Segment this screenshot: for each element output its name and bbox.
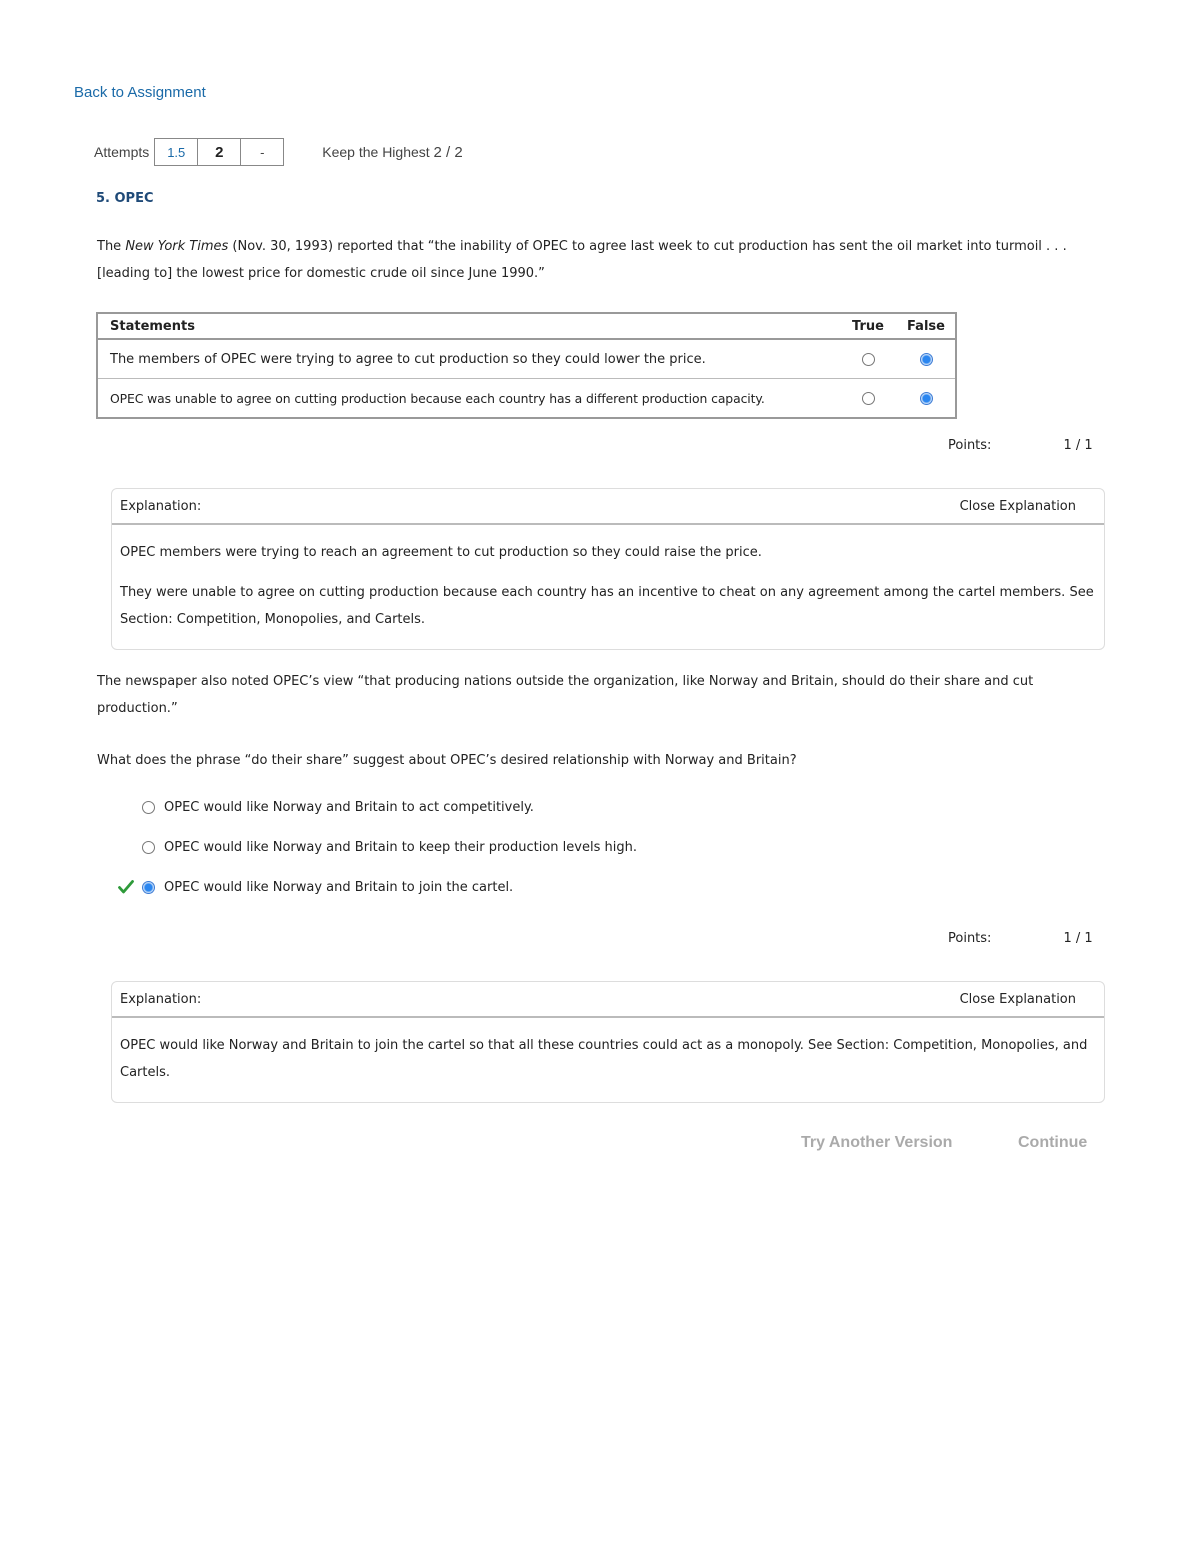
statement-text: The members of OPEC were trying to agree to cut production so they could lower the price. bbox=[97, 339, 839, 379]
choice-option[interactable] bbox=[118, 837, 637, 857]
explanation-paragraph: OPEC would like Norway and Britain to join the cartel so that all these countries could act as a monopoly. See Section: Competition, Monopolies, and Cartels. bbox=[120, 1038, 1088, 1080]
explanation-panel-1 bbox=[111, 488, 1105, 650]
check-slot bbox=[118, 837, 142, 857]
question-intro bbox=[97, 233, 1117, 287]
continue-button[interactable]: Continue bbox=[1018, 1134, 1088, 1151]
false-cell bbox=[897, 379, 956, 419]
explanation-label: Explanation: bbox=[120, 498, 202, 514]
points-label: Points: bbox=[948, 931, 992, 946]
choice-radio[interactable] bbox=[142, 801, 155, 814]
explanation-paragraph: OPEC members were trying to reach an agreement to cut production so they could raise the price. bbox=[120, 545, 762, 560]
check-slot bbox=[118, 797, 142, 817]
false-radio[interactable] bbox=[920, 353, 933, 366]
keep-highest-score: 2 / 2 bbox=[433, 143, 463, 161]
true-radio[interactable] bbox=[862, 392, 875, 405]
statements-header-row bbox=[97, 313, 956, 339]
true-cell bbox=[839, 379, 897, 419]
points-part-1 bbox=[948, 438, 1093, 453]
close-explanation-button[interactable]: Close Explanation bbox=[959, 991, 1076, 1007]
check-slot bbox=[118, 877, 142, 897]
choice-option[interactable] bbox=[118, 877, 513, 897]
explanation-panel-2 bbox=[111, 981, 1105, 1103]
table-row bbox=[97, 379, 956, 419]
try-another-version-button[interactable]: Try Another Version bbox=[801, 1134, 953, 1151]
attempt-2-box: 2 bbox=[197, 138, 241, 166]
explanation-body bbox=[112, 1018, 1104, 1102]
followup-text: The newspaper also noted OPEC’s view “that producing nations outside the organization, like Norway and Britain, should do their share and cut production.” bbox=[97, 674, 1034, 716]
intro-post: (Nov. 30, 1993) reported that “the inability of OPEC to agree last week to cut production has sent the oil market into turmoil . . . [leading to] the lowest price for domestic crude oil since June 1990.” bbox=[97, 239, 1067, 281]
choice-option[interactable] bbox=[118, 797, 534, 817]
statements-table bbox=[96, 312, 957, 419]
keep-highest-label: Keep the Highest bbox=[322, 143, 430, 160]
choice-radio[interactable] bbox=[142, 881, 155, 894]
explanation-body bbox=[112, 525, 1104, 649]
close-explanation-button[interactable]: Close Explanation bbox=[959, 498, 1076, 514]
back-to-assignment-link[interactable]: Back to Assignment bbox=[74, 84, 206, 101]
attempts-label: Attempts bbox=[94, 144, 150, 160]
explanation-header bbox=[112, 982, 1104, 1018]
choice-radio[interactable] bbox=[142, 841, 155, 854]
statement-text: OPEC was unable to agree on cutting production because each country has a different production capacity. bbox=[97, 379, 839, 419]
true-cell bbox=[839, 339, 897, 379]
points-part-2 bbox=[948, 931, 1093, 946]
false-radio[interactable] bbox=[920, 392, 933, 405]
explanation-paragraph: They were unable to agree on cutting production because each country has an incentive to cheat on any agreement among the cartel members. See Section: Competition, Monopolies, and Cartels. bbox=[120, 585, 1094, 627]
points-value: 1 / 1 bbox=[1063, 438, 1093, 453]
question-title: 5. OPEC bbox=[96, 191, 154, 206]
correct-check-icon bbox=[118, 879, 134, 895]
explanation-header bbox=[112, 489, 1104, 525]
intro-source: New York Times bbox=[125, 239, 229, 254]
true-header: True bbox=[839, 313, 897, 339]
attempts-row bbox=[94, 138, 463, 166]
attempt-1-box[interactable]: 1.5 bbox=[154, 138, 198, 166]
true-radio[interactable] bbox=[862, 353, 875, 366]
explanation-label: Explanation: bbox=[120, 991, 202, 1007]
false-header: False bbox=[897, 313, 956, 339]
keep-highest bbox=[322, 144, 462, 161]
false-cell bbox=[897, 339, 956, 379]
table-row bbox=[97, 339, 956, 379]
points-value: 1 / 1 bbox=[1063, 931, 1093, 946]
points-label: Points: bbox=[948, 438, 992, 453]
choice-text: OPEC would like Norway and Britain to keep their production levels high. bbox=[164, 839, 637, 855]
choice-text: OPEC would like Norway and Britain to act competitively. bbox=[164, 799, 534, 815]
choice-text: OPEC would like Norway and Britain to join the cartel. bbox=[164, 879, 514, 895]
statements-header: Statements bbox=[97, 313, 839, 339]
attempt-3-box: - bbox=[240, 138, 284, 166]
question-prompt: What does the phrase “do their share” suggest about OPEC’s desired relationship with Norway and Britain? bbox=[97, 753, 797, 768]
intro-pre: The bbox=[97, 239, 126, 254]
